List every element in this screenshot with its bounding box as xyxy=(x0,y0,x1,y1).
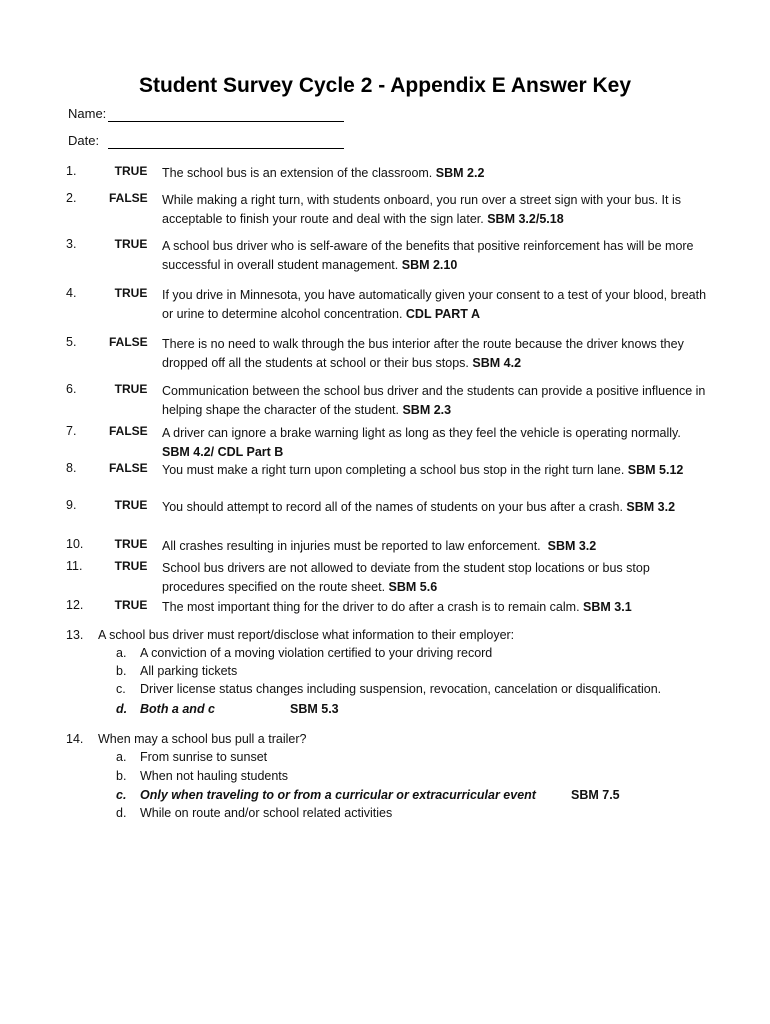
option-text: When not hauling students xyxy=(140,769,289,783)
reference: SBM 5.12 xyxy=(627,463,684,477)
question-text: School bus drivers are not allowed to deviate from the student stop locations or bus stop procedures specified on the route sheet. SBM 5.6 xyxy=(162,561,650,594)
reference: SBM 2.10 xyxy=(401,257,458,272)
question-number: 10. xyxy=(66,537,84,551)
option-letter: a. xyxy=(116,646,127,660)
answer-true: TRUE xyxy=(114,537,148,551)
answer-false: FALSE xyxy=(109,461,148,475)
question-text: Communication between the school bus driver and the students can provide a positive influence in helping shape the character of the student. SBM 2.3 xyxy=(162,384,706,417)
option-text: Driver license status changes including suspension, revocation, cancelation or disqualification. xyxy=(140,682,662,696)
reference: SBM 5.3 xyxy=(290,702,339,716)
question-number: 4. xyxy=(66,286,77,300)
answer-false: FALSE xyxy=(109,191,148,205)
question-number: 2. xyxy=(66,191,77,205)
question-text: You must make a right turn upon completing a school bus stop in the right turn lane. SBM 5.12 xyxy=(162,463,684,477)
option-text: Both a and c xyxy=(140,702,216,716)
reference: CDL PART A xyxy=(405,306,480,321)
question-number: 12. xyxy=(66,598,84,612)
option-text: While on route and/or school related activities xyxy=(140,806,393,820)
reference: SBM 3.1 xyxy=(583,600,632,614)
name-label: Name: xyxy=(68,106,107,121)
option-text: All parking tickets xyxy=(140,664,238,678)
reference: SBM 4.2 xyxy=(472,355,522,370)
reference: SBM 3.2 xyxy=(547,539,597,553)
option-letter: a. xyxy=(116,750,127,764)
question-text: A school bus driver who is self-aware of the benefits that positive reinforcement has will be more successful in overall student management. SBM 2.10 xyxy=(162,239,694,272)
question-number: 7. xyxy=(66,424,77,438)
question-number: 11. xyxy=(66,559,83,573)
page-title: Student Survey Cycle 2 - Appendix E Answer Key xyxy=(138,74,632,97)
answer-true: TRUE xyxy=(114,382,148,396)
answer-true: TRUE xyxy=(114,286,148,300)
name-input-line[interactable] xyxy=(108,121,344,122)
reference: SBM 4.2/ CDL Part B xyxy=(162,444,284,459)
reference: SBM 7.5 xyxy=(571,788,620,802)
question-text: If you drive in Minnesota, you have automatically given your consent to a test of your blood, breath or urine to determine alcohol concentration. CDL PART A xyxy=(162,288,707,321)
question-number: 1. xyxy=(66,164,77,178)
question-number: 13. xyxy=(66,628,84,642)
question-number: 14. xyxy=(66,732,84,746)
answer-true: TRUE xyxy=(114,559,148,573)
reference: SBM 3.2/5.18 xyxy=(487,211,564,226)
date-field xyxy=(68,133,108,148)
question-stem: When may a school bus pull a trailer? xyxy=(98,732,307,746)
option-letter: b. xyxy=(116,664,127,678)
date-input-line[interactable] xyxy=(108,148,344,149)
date-label: Date: xyxy=(68,133,100,148)
question-number: 8. xyxy=(66,461,77,475)
option-text: Only when traveling to or from a curricular or extracurricular event xyxy=(140,788,536,802)
question-number: 9. xyxy=(66,498,77,512)
option-letter: c. xyxy=(116,682,126,696)
answer-true: TRUE xyxy=(114,498,148,512)
question-stem: A school bus driver must report/disclose what information to their employer: xyxy=(98,628,515,642)
answer-false: FALSE xyxy=(109,424,148,438)
option-letter: d. xyxy=(116,702,128,716)
reference: SBM 5.6 xyxy=(388,579,438,594)
option-letter: b. xyxy=(116,769,127,783)
option-letter: c. xyxy=(116,788,127,802)
option-text: From sunrise to sunset xyxy=(140,750,268,764)
option-text: A conviction of a moving violation certified to your driving record xyxy=(140,646,493,660)
reference: SBM 2.3 xyxy=(402,402,452,417)
name-field xyxy=(68,106,108,121)
question-text: The most important thing for the driver to do after a crash is to remain calm. SBM 3.1 xyxy=(162,600,632,614)
question-text: The school bus is an extension of the classroom. SBM 2.2 xyxy=(162,166,485,180)
reference: SBM 3.2 xyxy=(626,500,676,514)
question-text: While making a right turn, with students onboard, you run over a street sign with your bus. It is acceptable to finish your route and deal with the sign later. SBM 3.2/5.18 xyxy=(162,193,682,226)
answer-true: TRUE xyxy=(114,598,148,612)
reference: SBM 2.2 xyxy=(435,166,485,180)
question-text: You should attempt to record all of the names of students on your bus after a crash. SBM 3.2 xyxy=(162,500,676,514)
question-text: A driver can ignore a brake warning light as long as they feel the vehicle is operating normally. SBM 4.2/ CDL Part B xyxy=(162,426,681,459)
answer-true: TRUE xyxy=(114,237,148,251)
question-number: 5. xyxy=(66,335,77,349)
answer-true: TRUE xyxy=(114,164,148,178)
question-number: 3. xyxy=(66,237,77,251)
answer-false: FALSE xyxy=(109,335,148,349)
option-letter: d. xyxy=(116,806,127,820)
question-text: All crashes resulting in injuries must be reported to law enforcement. SBM 3.2 xyxy=(162,539,597,553)
question-number: 6. xyxy=(66,382,77,396)
question-text: There is no need to walk through the bus interior after the route because the driver knows they dropped off all the students at school or their bus stops. SBM 4.2 xyxy=(162,337,684,370)
